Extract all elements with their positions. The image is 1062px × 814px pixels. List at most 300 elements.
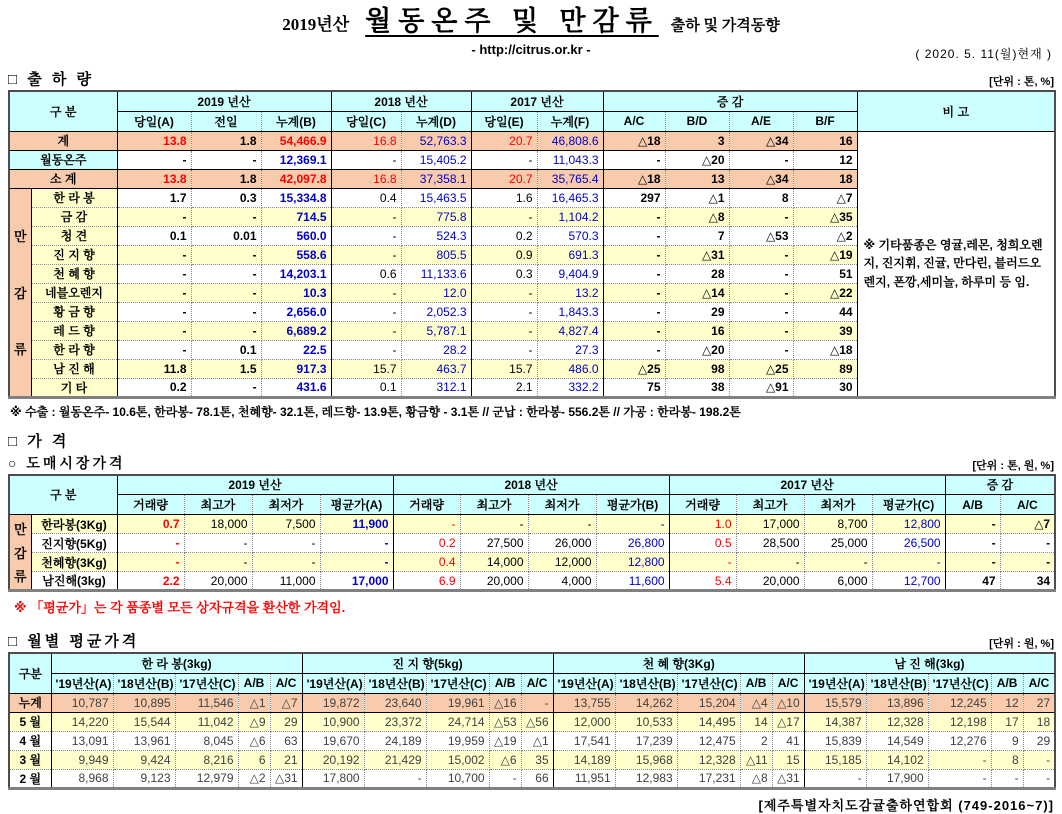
cell: △56 xyxy=(521,712,553,731)
column-header: 최고가 xyxy=(184,495,252,515)
column-header: 최저가 xyxy=(804,495,872,515)
cell: 14,189 xyxy=(553,750,615,769)
cell: - xyxy=(603,283,665,302)
cell: - xyxy=(729,150,793,169)
cell: 714.5 xyxy=(261,207,331,226)
cell: 11,546 xyxy=(175,693,238,712)
cell: - xyxy=(252,553,320,572)
cell: △16 xyxy=(489,693,521,712)
cell: 14,203.1 xyxy=(261,264,331,283)
organization-footer: [제주특별자치도감귤출하연합회 (749-2016~7)] xyxy=(758,797,1054,813)
cell: 27 xyxy=(1023,693,1055,712)
cell: 775.8 xyxy=(401,207,471,226)
side-group-label xyxy=(9,188,31,397)
cell: - xyxy=(471,150,537,169)
cell: △9 xyxy=(238,712,270,731)
shipment-section-title: □ 출 하 량 xyxy=(8,71,95,88)
price-group-2018: 2018 년산 xyxy=(393,475,669,495)
cell: - xyxy=(364,769,426,788)
monthly-group-namjinhae: 남 진 해(3kg) xyxy=(804,653,1055,673)
cell: 0.1 xyxy=(191,340,261,359)
cell: 15,579 xyxy=(804,693,866,712)
cell: 12 xyxy=(991,693,1023,712)
row-label: 소 계 xyxy=(9,169,117,188)
cell: - xyxy=(1000,534,1055,553)
column-header: '19년산(A) xyxy=(804,673,866,693)
cell: 1,843.3 xyxy=(537,302,603,321)
cell: 10.3 xyxy=(261,283,331,302)
cell: - xyxy=(117,245,191,264)
cell: △7 xyxy=(270,693,302,712)
cell: - xyxy=(331,207,401,226)
cell: △25 xyxy=(729,359,793,378)
row-label: 청 견 xyxy=(31,226,117,245)
cell: △1 xyxy=(665,188,729,207)
column-header: '19년산(A) xyxy=(51,673,113,693)
cell: 18,000 xyxy=(184,515,252,534)
cell: △6 xyxy=(238,731,270,750)
cell: 17,231 xyxy=(677,769,740,788)
row-label: 진 지 향 xyxy=(31,245,117,264)
cell: 570.3 xyxy=(537,226,603,245)
column-header: B/F xyxy=(793,111,857,131)
cell: 6.9 xyxy=(393,572,460,591)
cell: 35,765.4 xyxy=(537,169,603,188)
cell: - xyxy=(393,515,460,534)
shipment-unit-label: [단위 : 톤, %] xyxy=(989,76,1054,88)
cell: 15,463.5 xyxy=(401,188,471,207)
cell: - xyxy=(471,340,537,359)
cell: 8,700 xyxy=(804,515,872,534)
cell: 29 xyxy=(270,712,302,731)
column-header: '18년산(B) xyxy=(364,673,426,693)
column-header: '18년산(B) xyxy=(866,673,928,693)
column-header: A/C xyxy=(521,673,553,693)
cell: 560.0 xyxy=(261,226,331,245)
column-header: 당일(E) xyxy=(471,111,537,131)
cell: 1.0 xyxy=(669,515,736,534)
cell: 14,387 xyxy=(804,712,866,731)
cell: 1.6 xyxy=(471,188,537,207)
cell: - xyxy=(184,553,252,572)
cell: - xyxy=(729,283,793,302)
cell: - xyxy=(331,283,401,302)
cell: 12,328 xyxy=(677,750,740,769)
cell: 6 xyxy=(238,750,270,769)
cell: 51 xyxy=(793,264,857,283)
cell: △53 xyxy=(729,226,793,245)
cell: 7,500 xyxy=(252,515,320,534)
price-section-title: □ 가 격 xyxy=(8,432,70,450)
cell: 8 xyxy=(991,750,1023,769)
cell: 24,189 xyxy=(364,731,426,750)
cell: 10,895 xyxy=(113,693,175,712)
cell: 20,000 xyxy=(460,572,528,591)
cell: 2 xyxy=(740,731,772,750)
cell: △7 xyxy=(1000,515,1055,534)
monthly-group-hallabong: 한 라 봉(3kg) xyxy=(51,653,302,673)
cell: 431.6 xyxy=(261,378,331,397)
cell: 15,204 xyxy=(677,693,740,712)
cell: 14,220 xyxy=(51,712,113,731)
cell: △7 xyxy=(793,188,857,207)
price-group-2017: 2017 년산 xyxy=(669,475,945,495)
cell: - xyxy=(1023,750,1055,769)
cell: 0.01 xyxy=(191,226,261,245)
cell: 5.4 xyxy=(669,572,736,591)
cell: 19,670 xyxy=(302,731,364,750)
cell: 98 xyxy=(665,359,729,378)
cell: △18 xyxy=(603,131,665,150)
cell: △2 xyxy=(793,226,857,245)
cell: - xyxy=(736,553,804,572)
cell: 11,000 xyxy=(252,572,320,591)
cell: 15,968 xyxy=(615,750,677,769)
monthly-group-header-row xyxy=(9,653,1055,673)
shipment-group-2019: 2019 년산 xyxy=(117,91,331,111)
cell: - xyxy=(945,515,1000,534)
cell: 1.7 xyxy=(117,188,191,207)
column-header: 누계(B) xyxy=(261,111,331,131)
cell: 5,787.1 xyxy=(401,321,471,340)
column-header: 거래량 xyxy=(393,495,460,515)
cell: 12,276 xyxy=(928,731,991,750)
shipment-group-diff: 증 감 xyxy=(603,91,857,111)
price-table xyxy=(8,474,1056,593)
cell: - xyxy=(117,321,191,340)
cell: 26,800 xyxy=(596,534,669,553)
cell: 15,002 xyxy=(426,750,489,769)
column-header: A/C xyxy=(1023,673,1055,693)
row-label: 기 타 xyxy=(31,378,117,397)
cell: 10,900 xyxy=(302,712,364,731)
column-header: '17년산(C) xyxy=(426,673,489,693)
cell: 7 xyxy=(665,226,729,245)
shipment-table xyxy=(8,90,1056,399)
cell: - xyxy=(489,769,521,788)
cell: 15,544 xyxy=(113,712,175,731)
cell: 39 xyxy=(793,321,857,340)
cell: 13,961 xyxy=(113,731,175,750)
cell: 19,961 xyxy=(426,693,489,712)
cell: 18 xyxy=(793,169,857,188)
table-row xyxy=(9,515,1055,534)
column-header: 최저가 xyxy=(528,495,596,515)
cell: 2.1 xyxy=(471,378,537,397)
cell: - xyxy=(596,515,669,534)
cell: 21,429 xyxy=(364,750,426,769)
cell: 42,097.8 xyxy=(261,169,331,188)
side-group-label-text: 만 감 류 xyxy=(13,229,27,357)
cell: 11,043.3 xyxy=(537,150,603,169)
cell: △18 xyxy=(793,340,857,359)
price-subheader-row xyxy=(9,495,1055,515)
cell: △34 xyxy=(729,169,793,188)
cell: △8 xyxy=(665,207,729,226)
cell: 9,424 xyxy=(113,750,175,769)
cell: - xyxy=(471,283,537,302)
cell: 0.7 xyxy=(117,515,184,534)
cell: 9,123 xyxy=(113,769,175,788)
cell: 20,000 xyxy=(736,572,804,591)
column-header: 최저가 xyxy=(252,495,320,515)
row-label: 남진해(3kg) xyxy=(31,572,117,591)
price-section-header xyxy=(8,430,1054,451)
cell: △1 xyxy=(521,731,553,750)
cell: - xyxy=(729,302,793,321)
table-row xyxy=(9,750,1055,769)
cell: 10,700 xyxy=(426,769,489,788)
row-label: 네블오렌지 xyxy=(31,283,117,302)
column-header: 전일 xyxy=(191,111,261,131)
row-label: 천혜향(3Kg) xyxy=(31,553,117,572)
side-group-label xyxy=(9,515,31,591)
cell: - xyxy=(320,534,393,553)
cell: 9,949 xyxy=(51,750,113,769)
cell: 0.9 xyxy=(471,245,537,264)
title-season: 2019년산 xyxy=(282,15,350,34)
cell: - xyxy=(603,264,665,283)
cell: 13.2 xyxy=(537,283,603,302)
price-group-diff: 증 감 xyxy=(945,475,1055,495)
cell: 28,500 xyxy=(736,534,804,553)
cell: - xyxy=(603,302,665,321)
column-header: 평균가(B) xyxy=(596,495,669,515)
cell: 8,045 xyxy=(175,731,238,750)
cell: 4,827.4 xyxy=(537,321,603,340)
column-header: '17년산(C) xyxy=(175,673,238,693)
cell: 0.1 xyxy=(331,378,401,397)
cell: - xyxy=(729,321,793,340)
cell: 12,328 xyxy=(866,712,928,731)
cell: 0.3 xyxy=(191,188,261,207)
column-header: A/B xyxy=(740,673,772,693)
cell: 12,198 xyxy=(928,712,991,731)
cell: 16 xyxy=(665,321,729,340)
cell: 0.3 xyxy=(471,264,537,283)
cell: - xyxy=(603,245,665,264)
column-header: 당일(C) xyxy=(331,111,401,131)
cell: - xyxy=(191,150,261,169)
cell: - xyxy=(117,283,191,302)
cell: 8,216 xyxy=(175,750,238,769)
cell: 16.8 xyxy=(331,131,401,150)
monthly-subheader-row xyxy=(9,673,1055,693)
cell: 12,979 xyxy=(175,769,238,788)
cell: 12,800 xyxy=(872,515,945,534)
shipment-table-body xyxy=(9,131,1055,397)
cell: 0.2 xyxy=(471,226,537,245)
page-title xyxy=(8,6,1054,41)
cell: 37,358.1 xyxy=(401,169,471,188)
column-header: A/E xyxy=(729,111,793,131)
cell: △17 xyxy=(772,712,804,731)
cell: △8 xyxy=(740,769,772,788)
side-group-label-text: 만 감 류 xyxy=(13,522,27,584)
column-header: 거래량 xyxy=(117,495,184,515)
cell: 27,500 xyxy=(460,534,528,553)
cell: 17,000 xyxy=(320,572,393,591)
monthly-corner-header: 구분 xyxy=(9,653,51,693)
cell: 11,951 xyxy=(553,769,615,788)
price-table-body xyxy=(9,515,1055,591)
cell: - xyxy=(117,553,184,572)
cell: - xyxy=(191,245,261,264)
table-row xyxy=(9,693,1055,712)
cell: 524.3 xyxy=(401,226,471,245)
cell: 1,104.2 xyxy=(537,207,603,226)
cell: 4,000 xyxy=(528,572,596,591)
cell: 18 xyxy=(1023,712,1055,731)
column-header: '18년산(B) xyxy=(615,673,677,693)
cell: 11,133.6 xyxy=(401,264,471,283)
row-label: 진지향(5Kg) xyxy=(31,534,117,553)
cell: 332.2 xyxy=(537,378,603,397)
column-header: A/B xyxy=(489,673,521,693)
cell: 15,185 xyxy=(804,750,866,769)
cell: △31 xyxy=(270,769,302,788)
table-row xyxy=(9,553,1055,572)
cell: △20 xyxy=(665,340,729,359)
cell: - xyxy=(117,534,184,553)
cell: - xyxy=(603,321,665,340)
cell: - xyxy=(729,245,793,264)
cell: 8,968 xyxy=(51,769,113,788)
cell: 28.2 xyxy=(401,340,471,359)
cell: △10 xyxy=(772,693,804,712)
cell: - xyxy=(191,207,261,226)
cell: 486.0 xyxy=(537,359,603,378)
row-label: 황 금 향 xyxy=(31,302,117,321)
title-main: 월동온주 및 만감류 xyxy=(365,6,659,36)
cell: 11,900 xyxy=(320,515,393,534)
cell: △34 xyxy=(729,131,793,150)
monthly-section-header xyxy=(8,630,1054,651)
row-label: 누계 xyxy=(9,693,51,712)
row-label: 금 감 xyxy=(31,207,117,226)
table-row xyxy=(9,572,1055,591)
cell: △6 xyxy=(489,750,521,769)
cell: 0.4 xyxy=(393,553,460,572)
cell: △35 xyxy=(793,207,857,226)
cell: 16,465.3 xyxy=(537,188,603,207)
price-subsection-header xyxy=(8,453,1054,473)
cell: - xyxy=(191,283,261,302)
cell: - xyxy=(117,302,191,321)
cell: 0.4 xyxy=(331,188,401,207)
table-row xyxy=(9,712,1055,731)
cell: 17,000 xyxy=(736,515,804,534)
cell: 16.8 xyxy=(331,169,401,188)
cell: 23,640 xyxy=(364,693,426,712)
cell: - xyxy=(669,553,736,572)
cell: 1.5 xyxy=(191,359,261,378)
row-label: 천 혜 향 xyxy=(31,264,117,283)
cell: 12,369.1 xyxy=(261,150,331,169)
cell: 1.8 xyxy=(191,131,261,150)
cell: 41 xyxy=(772,731,804,750)
cell: 12,000 xyxy=(528,553,596,572)
cell: - xyxy=(117,340,191,359)
cell: - xyxy=(528,515,596,534)
cell: 691.3 xyxy=(537,245,603,264)
cell: - xyxy=(331,321,401,340)
cell: △19 xyxy=(793,245,857,264)
row-label: 4 월 xyxy=(9,731,51,750)
cell: 805.5 xyxy=(401,245,471,264)
cell: △1 xyxy=(238,693,270,712)
cell: 0.2 xyxy=(393,534,460,553)
cell: 9 xyxy=(991,731,1023,750)
cell: - xyxy=(331,226,401,245)
cell: 8 xyxy=(729,188,793,207)
cell: △91 xyxy=(729,378,793,397)
table-row xyxy=(9,769,1055,788)
cell: 52,763.3 xyxy=(401,131,471,150)
price-corner-header: 구 분 xyxy=(9,475,117,515)
cell: 12,800 xyxy=(596,553,669,572)
shipment-corner-header: 구 분 xyxy=(9,91,117,131)
cell: △19 xyxy=(489,731,521,750)
cell: 23,372 xyxy=(364,712,426,731)
cell: 312.1 xyxy=(401,378,471,397)
cell: 14 xyxy=(740,712,772,731)
cell: 13.8 xyxy=(117,131,191,150)
cell: 11,042 xyxy=(175,712,238,731)
cell: 21 xyxy=(270,750,302,769)
monthly-group-cheonhyehyang: 천 혜 향(3Kg) xyxy=(553,653,804,673)
cell: △11 xyxy=(740,750,772,769)
cell: △14 xyxy=(665,283,729,302)
cell: 14,000 xyxy=(460,553,528,572)
cell: 11,600 xyxy=(596,572,669,591)
cell: 1.8 xyxy=(191,169,261,188)
cell: 12,700 xyxy=(872,572,945,591)
column-header: 최고가 xyxy=(460,495,528,515)
cell: 14,262 xyxy=(615,693,677,712)
cell: - xyxy=(331,302,401,321)
wholesale-price-title: ○ 도매시장가격 xyxy=(8,454,126,471)
column-header: '17년산(C) xyxy=(928,673,991,693)
cell: - xyxy=(991,769,1023,788)
cell: - xyxy=(460,515,528,534)
cell: 13,755 xyxy=(553,693,615,712)
row-label: 2 월 xyxy=(9,769,51,788)
remarks-note: ※ 기타품종은 영귤,레몬, 청희오렌지, 진지휘, 진귤, 만다린, 블러드오렌지, 폰깡,세미놀, 하루미 등 임. xyxy=(857,131,1055,397)
row-label: 월동온주 xyxy=(9,150,117,169)
cell: - xyxy=(191,378,261,397)
column-header: 거래량 xyxy=(669,495,736,515)
cell: - xyxy=(603,226,665,245)
shipment-section-header xyxy=(8,68,1054,89)
row-label: 한 라 봉 xyxy=(31,188,117,207)
monthly-group-jinjihyang: 진 지 향(5kg) xyxy=(302,653,553,673)
cell: - xyxy=(804,769,866,788)
row-label: 한 라 향 xyxy=(31,340,117,359)
cell: 25,000 xyxy=(804,534,872,553)
cell: - xyxy=(928,769,991,788)
cell: - xyxy=(331,245,401,264)
column-header: 최고가 xyxy=(736,495,804,515)
cell: - xyxy=(117,264,191,283)
cell: - xyxy=(603,150,665,169)
title-suffix: 출하 및 가격동향 xyxy=(670,18,780,34)
cell: 19,959 xyxy=(426,731,489,750)
cell: 66 xyxy=(521,769,553,788)
cell: 297 xyxy=(603,188,665,207)
cell: △53 xyxy=(489,712,521,731)
cell: 22.5 xyxy=(261,340,331,359)
